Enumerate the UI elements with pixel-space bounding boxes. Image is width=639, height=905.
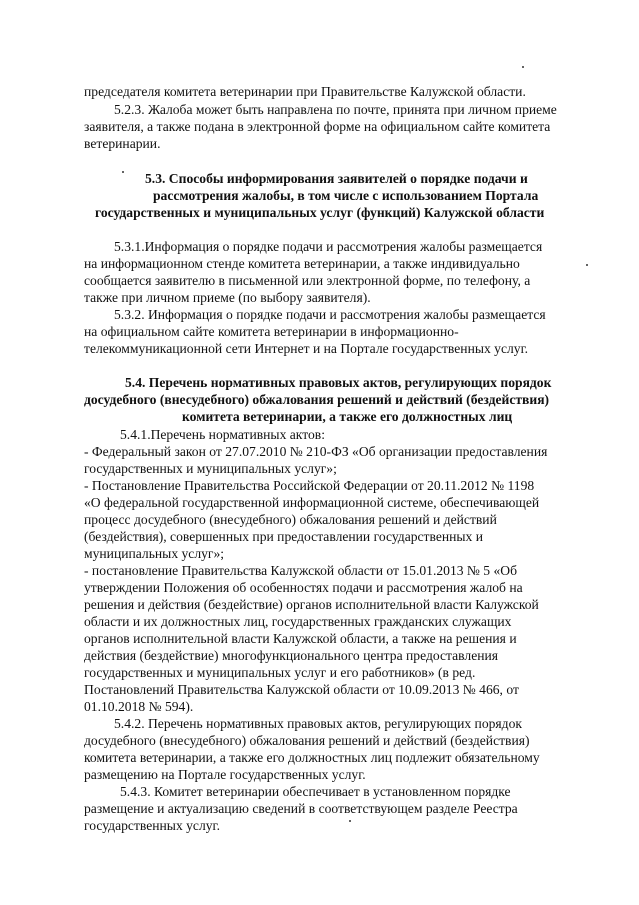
text-line: процесс досудебного (внесудебного) обжалования решений и действий bbox=[84, 512, 497, 527]
section-heading: комитета ветеринарии, а также его должностных лиц bbox=[182, 409, 513, 424]
text-line: 5.2.3. Жалоба может быть направлена по почте, принята при личном приеме bbox=[114, 102, 557, 117]
text-line: заявителя, а также подана в электронной форме на официальном сайте комитета bbox=[84, 119, 551, 134]
text-line: на информационном стенде комитета ветеринарии, а также индивидуально bbox=[84, 256, 520, 271]
text-line: - постановление Правительства Калужской области от 15.01.2013 № 5 «Об bbox=[84, 563, 518, 578]
text-line: муниципальных услуг»; bbox=[84, 546, 225, 561]
section-heading: государственных и муниципальных услуг (функций) Калужской области bbox=[95, 205, 545, 220]
text-line: государственных услуг. bbox=[84, 818, 220, 833]
scan-speck bbox=[122, 171, 124, 173]
text-line: действия (бездействие) многофункционального центра предоставления bbox=[84, 648, 499, 663]
text-line: (бездействия), совершенных при предоставлении государственных и bbox=[84, 529, 484, 544]
text-line: Постановлений Правительства Калужской области от 10.09.2013 № 466, от bbox=[84, 682, 519, 697]
scan-speck bbox=[586, 264, 588, 266]
text-line: 5.3.2. Информация о порядке подачи и рассмотрения жалобы размещается bbox=[114, 307, 546, 322]
text-line: также при личном приеме (по выбору заявителя). bbox=[84, 290, 371, 305]
section-heading: 5.3. Способы информирования заявителей о порядке подачи и bbox=[145, 171, 528, 186]
text-line: телекоммуникационной сети Интернет и на Портале государственных услуг. bbox=[84, 341, 529, 356]
text-line: - Федеральный закон от 27.07.2010 № 210-ФЗ «Об организации предоставления bbox=[84, 444, 548, 459]
text-line: «О федеральной государственной информационной системе, обеспечивающей bbox=[84, 495, 540, 510]
text-line: ветеринарии. bbox=[84, 136, 161, 151]
text-line: досудебного (внесудебного) обжалования решений и действий (бездействия) bbox=[84, 733, 530, 748]
text-line: сообщается заявителю в письменной или электронной форме, по телефону, а bbox=[84, 273, 531, 288]
text-line: комитета ветеринарии, а также его должностных лиц подлежит обязательному bbox=[84, 750, 540, 765]
section-heading: досудебного (внесудебного) обжалования решений и действий (бездействия) bbox=[84, 392, 550, 407]
text-line: 5.4.2. Перечень нормативных правовых актов, регулирующих порядок bbox=[114, 716, 522, 731]
text-line: размещение и актуализацию сведений в соответствующем разделе Реестра bbox=[84, 801, 518, 816]
text-line: размещению на Портале государственных услуг. bbox=[84, 767, 366, 782]
section-heading: рассмотрения жалобы, в том числе с использованием Портала bbox=[153, 188, 539, 203]
scan-speck bbox=[522, 66, 524, 68]
text-line: - Постановление Правительства Российской Федерации от 20.11.2012 № 1198 bbox=[84, 478, 535, 493]
text-line: решения и действия (бездействие) органов исполнительной власти Калужской bbox=[84, 597, 539, 612]
text-line: утверждении Положения об особенностях подачи и рассмотрения жалоб на bbox=[84, 580, 523, 595]
text-line: государственных и муниципальных услуг и его работников» (в ред. bbox=[84, 665, 476, 680]
text-line: 5.4.3. Комитет ветеринарии обеспечивает в установленном порядке bbox=[120, 784, 511, 799]
section-heading: 5.4. Перечень нормативных правовых актов, регулирующих порядок bbox=[125, 375, 552, 390]
text-line: на официальном сайте комитета ветеринарии в информационно- bbox=[84, 324, 459, 339]
text-line: 5.4.1.Перечень нормативных актов: bbox=[120, 427, 325, 442]
text-line: государственных и муниципальных услуг»; bbox=[84, 461, 337, 476]
text-line: 01.10.2018 № 594). bbox=[84, 699, 194, 714]
text-line: области и их должностных лиц, государственных гражданских служащих bbox=[84, 614, 512, 629]
text-line: 5.3.1.Информация о порядке подачи и рассмотрения жалобы размещается bbox=[114, 239, 543, 254]
text-line: председателя комитета ветеринарии при Правительстве Калужской области. bbox=[84, 84, 526, 99]
scan-speck bbox=[349, 820, 351, 822]
text-line: органов исполнительной власти Калужской области, а также на решения и bbox=[84, 631, 517, 646]
